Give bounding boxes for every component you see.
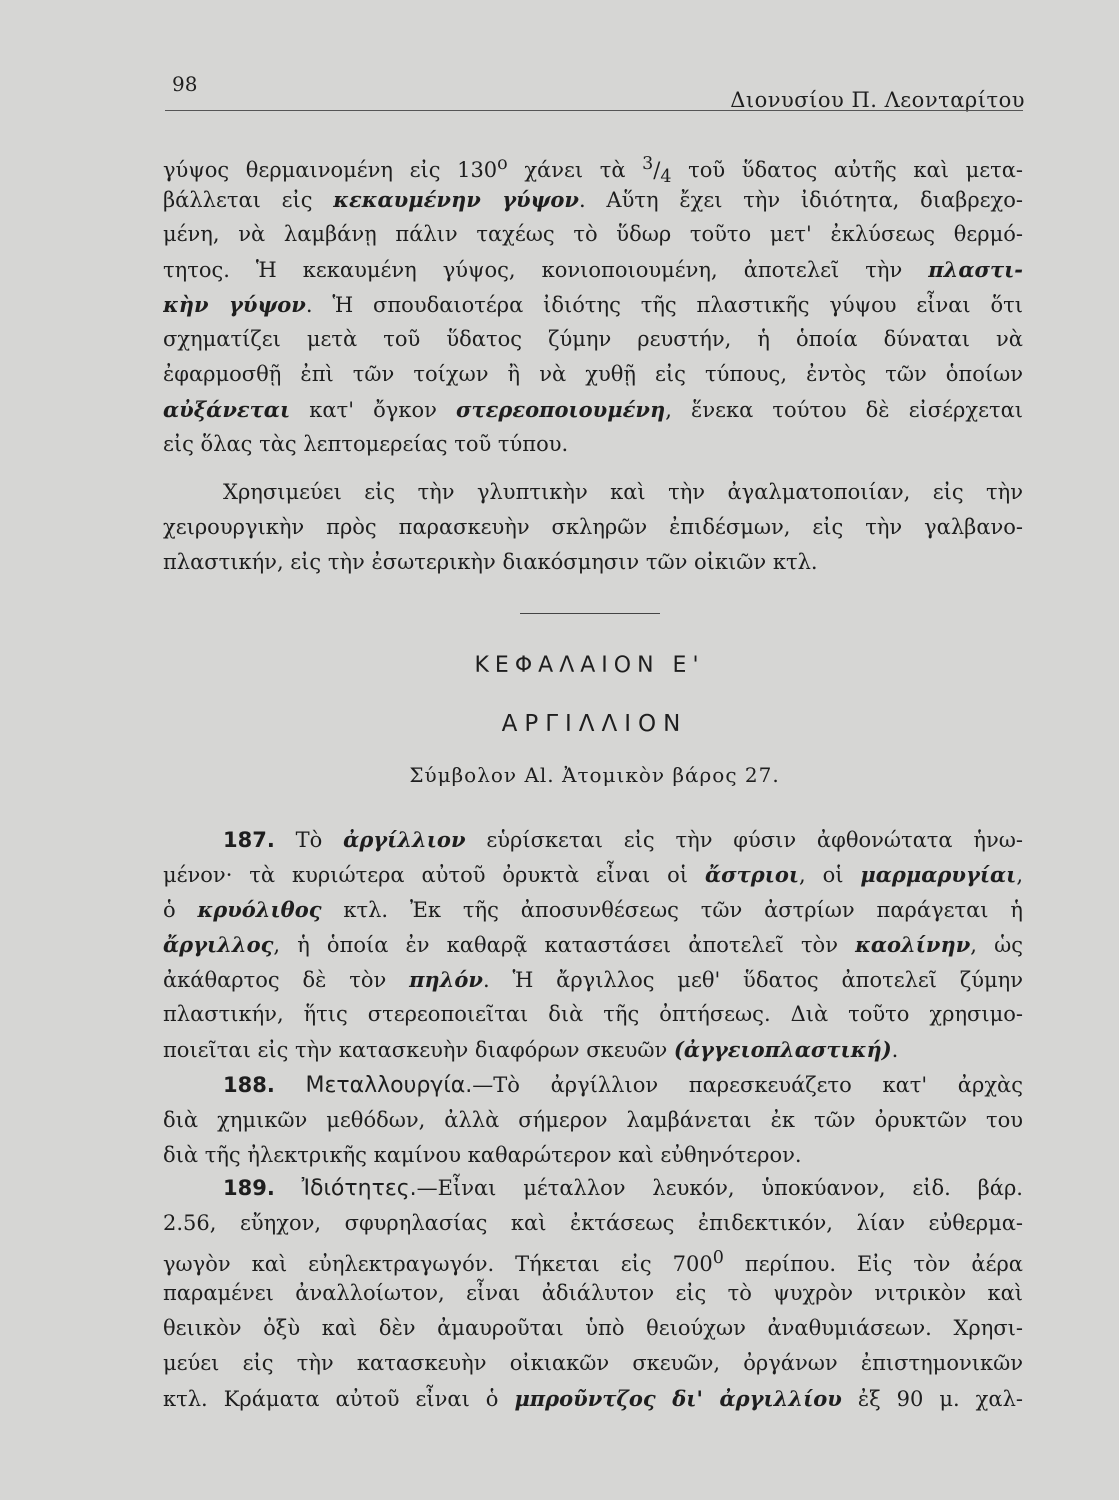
text-line: πλαστικήν, εἰς τὴν ἐσωτερικὴν διακόσμησιν τῶν οἰκιῶν κτλ. — [163, 550, 818, 574]
text-line: κτλ. Κράματα αὐτοῦ εἶναι ὁ μπροῦντζος δι' ἀργιλλίου ἐξ 90 μ. χαλ- — [163, 1386, 1023, 1411]
text-line: 189. Ἰδιότητες.—Εἶναι μέταλλον λευκόν, ὑποκύανον, εἰδ. βάρ. — [223, 1176, 1023, 1201]
section-separator — [520, 613, 660, 614]
text-line: ἐφαρμοσθῇ ἐπὶ τῶν τοίχων ἢ νὰ χυθῇ εἰς τύπους, ἐντὸς τῶν ὁποίων — [163, 362, 1023, 386]
text-line: εἰς ὅλας τὰς λεπτομερείας τοῦ τύπου. — [163, 432, 569, 456]
section-number: 187. — [223, 828, 275, 852]
page-number: 98 — [172, 72, 198, 96]
text-line: ἄργιλλος, ἡ ὁποία ἐν καθαρᾷ καταστάσει ἀποτελεῖ τὸν καολίνην, ὡς — [163, 932, 1023, 957]
text-line: παραμένει ἀναλλοίωτον, εἶναι ἀδιάλυτον εἰς τὸ ψυχρὸν νιτρικὸν καὶ — [163, 1281, 1023, 1305]
text-line: διὰ χημικῶν μεθόδων, ἀλλὰ σήμερον λαμβάνεται ἐκ τῶν ὀρυκτῶν του — [163, 1108, 1023, 1132]
text-line: 187. Τὸ ἀργίλλιον εὑρίσκεται εἰς τὴν φύσιν ἀφθονώτατα ἡνω- — [223, 827, 1023, 852]
term-emphasis: (ἀγγειοπλαστική) — [673, 1037, 892, 1062]
paragraph-uses — [163, 475, 1023, 580]
section-number: 189. — [223, 1176, 275, 1200]
text-line: ὁ κρυόλιθος κτλ. Ἐκ τῆς ἀποσυνθέσεως τῶν ἀστρίων παράγεται ἡ — [163, 897, 1023, 922]
chapter-title: ΑΡΓΙΛΛΙΟΝ — [501, 711, 688, 737]
term-emphasis: καολίνην — [855, 932, 971, 957]
term-emphasis: κὴν γύψον — [163, 292, 306, 317]
text-line: βάλλεται εἰς κεκαυμένην γύψον. Αὕτη ἔχει τὴν ἰδιότητα, διαβρεχο- — [163, 187, 1023, 212]
term-emphasis: μπροῦντζος δι' ἀργιλλίου — [514, 1386, 842, 1411]
text-line: κὴν γύψον. Ἡ σπουδαιοτέρα ἰδιότης τῆς πλαστικῆς γύψου εἶναι ὅτι — [163, 292, 1023, 317]
term-emphasis: μαρμαρυγίαι — [860, 862, 1017, 887]
text-line: σχηματίζει μετὰ τοῦ ὕδατος ζύμην ρευστήν, ἡ ὁποία δύναται νὰ — [163, 327, 1023, 351]
text-line: μένη, νὰ λαμβάνῃ πάλιν ταχέως τὸ ὕδωρ τοῦτο μετ' ἐκλύσεως θερμό- — [163, 222, 1023, 246]
text-line: ἀκάθαρτος δὲ τὸν πηλόν. Ἡ ἄργιλλος μεθ' ὕδατος ἀποτελεῖ ζύμην — [163, 967, 1023, 992]
text-line: αὐξάνεται κατ' ὄγκον στερεοποιουμένη, ἕνεκα τούτου δὲ εἰσέρχεται — [163, 397, 1023, 422]
term-emphasis: ἄργιλλος — [163, 932, 274, 957]
term-emphasis: ἀργίλλιον — [343, 827, 466, 852]
section-title: Μεταλλουργία. — [305, 1073, 473, 1098]
header-rule — [165, 110, 1023, 111]
section-189 — [163, 1171, 1023, 1416]
text-line: 188. Μεταλλουργία.—Τὸ ἀργίλλιον παρεσκευάζετο κατ' ἀρχὰς — [223, 1073, 1023, 1098]
text-line: μεύει εἰς τὴν κατασκευὴν οἰκιακῶν σκευῶν, ὀργάνων ἐπιστημονικῶν — [163, 1351, 1023, 1375]
term-emphasis: κρυόλιθος — [197, 897, 322, 922]
text-line: μένον· τὰ κυριώτερα αὐτοῦ ὀρυκτὰ εἶναι οἱ ἄστριοι, οἱ μαρμαρυγίαι, — [163, 862, 1023, 887]
text-line: 2.56, εὔηχον, σφυρηλασίας καὶ ἐκτάσεως ἐπιδεκτικόν, λίαν εὐθερμα- — [163, 1211, 1023, 1235]
term-emphasis: πλαστι- — [928, 257, 1023, 282]
text-line: διὰ τῆς ἠλεκτρικῆς καμίνου καθαρώτερον καὶ εὐθηνότερον. — [163, 1143, 802, 1167]
term-emphasis: κεκαυμένην γύψον — [333, 187, 579, 212]
text-line: ποιεῖται εἰς τὴν κατασκευὴν διαφόρων σκευῶν (ἀγγειοπλαστική). — [163, 1037, 899, 1062]
section-187 — [163, 822, 1023, 1067]
chapter-label: ΚΕΦΑΛΑΙΟΝ Ε' — [474, 653, 705, 678]
text-line: πλαστικήν, ἥτις στερεοποιεῖται διὰ τῆς ὀπτήσεως. Διὰ τοῦτο χρησιμο- — [163, 1002, 1023, 1026]
chapter-subtitle: Σύμβολον Al. Ἀτομικὸν βάρος 27. — [409, 763, 780, 787]
running-header-author: Διονυσίου Π. Λεονταρίτου — [730, 88, 1025, 112]
text-line: Χρησιμεύει εἰς τὴν γλυπτικὴν καὶ τὴν ἀγαλματοποιίαν, εἰς τὴν — [223, 480, 1023, 504]
text-line: τητος. Ἡ κεκαυμένη γύψος, κονιοποιουμένη, ἀποτελεῖ τὴν πλαστι- — [163, 257, 1023, 282]
text-line: χειρουργικὴν πρὸς παρασκευὴν σκληρῶν ἐπιδέσμων, εἰς τὴν γαλβανο- — [163, 515, 1023, 539]
term-emphasis: αὐξάνεται — [163, 397, 291, 422]
section-188 — [163, 1068, 1023, 1173]
section-title: Ἰδιότητες. — [301, 1176, 417, 1201]
text-line: γύψος θερμαινομένη εἰς $130^o$ χάνει τὰ $^3/_4$ τοῦ ὕδατος αὐτῆς καὶ μετα- — [163, 154, 1023, 182]
section-number: 188. — [223, 1073, 275, 1097]
term-emphasis: ἄστριοι — [704, 862, 800, 887]
term-emphasis: πηλόν — [409, 967, 484, 992]
text-line: θειικὸν ὀξὺ καὶ δὲν ἀμαυροῦται ὑπὸ θειούχων ἀναθυμιάσεων. Χρησι- — [163, 1316, 1023, 1340]
text-line: γωγὸν καὶ εὐηλεκτραγωγόν. Τήκεται εἰς $700^0$ περίπου. Εἰς τὸν ἀέρα — [163, 1248, 1023, 1276]
paragraph-gypsum — [163, 147, 1023, 462]
term-emphasis: στερεοποιουμένη — [456, 397, 666, 422]
